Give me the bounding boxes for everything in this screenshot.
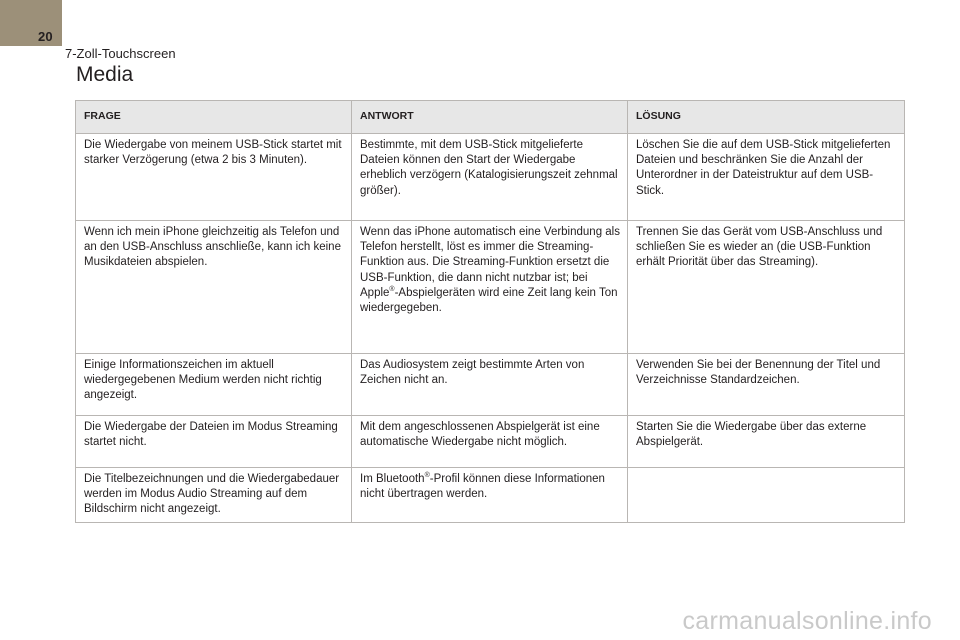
table-row: [76, 416, 905, 468]
watermark-text: carmanualsonline.info: [682, 607, 932, 635]
cell-frage: Wenn ich mein iPhone gleichzeitig als Telefon und an den USB-Anschluss anschließe, kann ich keine Musikdateien abspielen.: [76, 221, 352, 354]
cell-antwort: Mit dem angeschlossenen Abspielgerät ist eine automatische Wiedergabe nicht möglich.: [352, 416, 628, 468]
faq-table: [75, 100, 905, 523]
cell-loesung: [628, 468, 905, 523]
registered-mark: ®: [424, 472, 430, 480]
cell-loesung: Löschen Sie die auf dem USB-Stick mitgelieferten Dateien und beschränken Sie die Anzahl der Unterordner in der Dateistruktur auf dem USB-Stick.: [628, 134, 905, 221]
cell-antwort: Bestimmte, mit dem USB-Stick mitgelieferte Dateien können den Start der Wiedergabe erheblich verzögern (Katalogisierungszeit zehnmal größer).: [352, 134, 628, 221]
cell-antwort: Das Audiosystem zeigt bestimmte Arten von Zeichen nicht an.: [352, 354, 628, 416]
column-header-antwort: ANTWORT: [352, 101, 628, 134]
cell-loesung: Verwenden Sie bei der Benennung der Titel und Verzeichnisse Standardzeichen.: [628, 354, 905, 416]
page-number: 20: [38, 29, 53, 44]
cell-loesung: Trennen Sie das Gerät vom USB-Anschluss und schließen Sie es wieder an (die USB-Funktion erhält Priorität über das Streaming).: [628, 221, 905, 354]
cell-antwort: [352, 468, 628, 523]
table-row: [76, 134, 905, 221]
cell-loesung: Starten Sie die Wiedergabe über das externe Abspielgerät.: [628, 416, 905, 468]
cell-antwort: [352, 221, 628, 354]
chapter-title: 7-Zoll-Touchscreen: [65, 46, 176, 61]
column-header-loesung: LÖSUNG: [628, 101, 905, 134]
cell-antwort-text-continued: -Profil können diese Informationen nicht übertragen werden.: [360, 473, 605, 501]
section-title: Media: [76, 63, 134, 86]
table-row: [76, 221, 905, 354]
cell-frage: Die Wiedergabe von meinem USB-Stick startet mit starker Verzögerung (etwa 2 bis 3 Minuten).: [76, 134, 352, 221]
table-row: [76, 468, 905, 523]
registered-mark: ®: [389, 285, 395, 293]
table-header-row: [76, 101, 905, 134]
cell-antwort-text: Wenn das iPhone automatisch eine Verbindung als Telefon herstellt, löst es immer die Streaming-Funktion aus. Die Streaming-Funktion ersetzt die USB-Funktion, die dann nicht nutzbar ist; bei Apple: [360, 226, 620, 299]
table-row: [76, 354, 905, 416]
column-header-frage: FRAGE: [76, 101, 352, 134]
cell-frage: Einige Informationszeichen im aktuell wiedergegebenen Medium werden nicht richtig angezeigt.: [76, 354, 352, 416]
cell-frage: Die Wiedergabe der Dateien im Modus Streaming startet nicht.: [76, 416, 352, 468]
cell-frage: Die Titelbezeichnungen und die Wiedergabedauer werden im Modus Audio Streaming auf dem Bildschirm nicht angezeigt.: [76, 468, 352, 523]
cell-antwort-text: Im Bluetooth: [360, 473, 425, 485]
cell-antwort-text-continued: -Abspielgeräten wird eine Zeit lang kein Ton wiedergegeben.: [360, 286, 618, 315]
